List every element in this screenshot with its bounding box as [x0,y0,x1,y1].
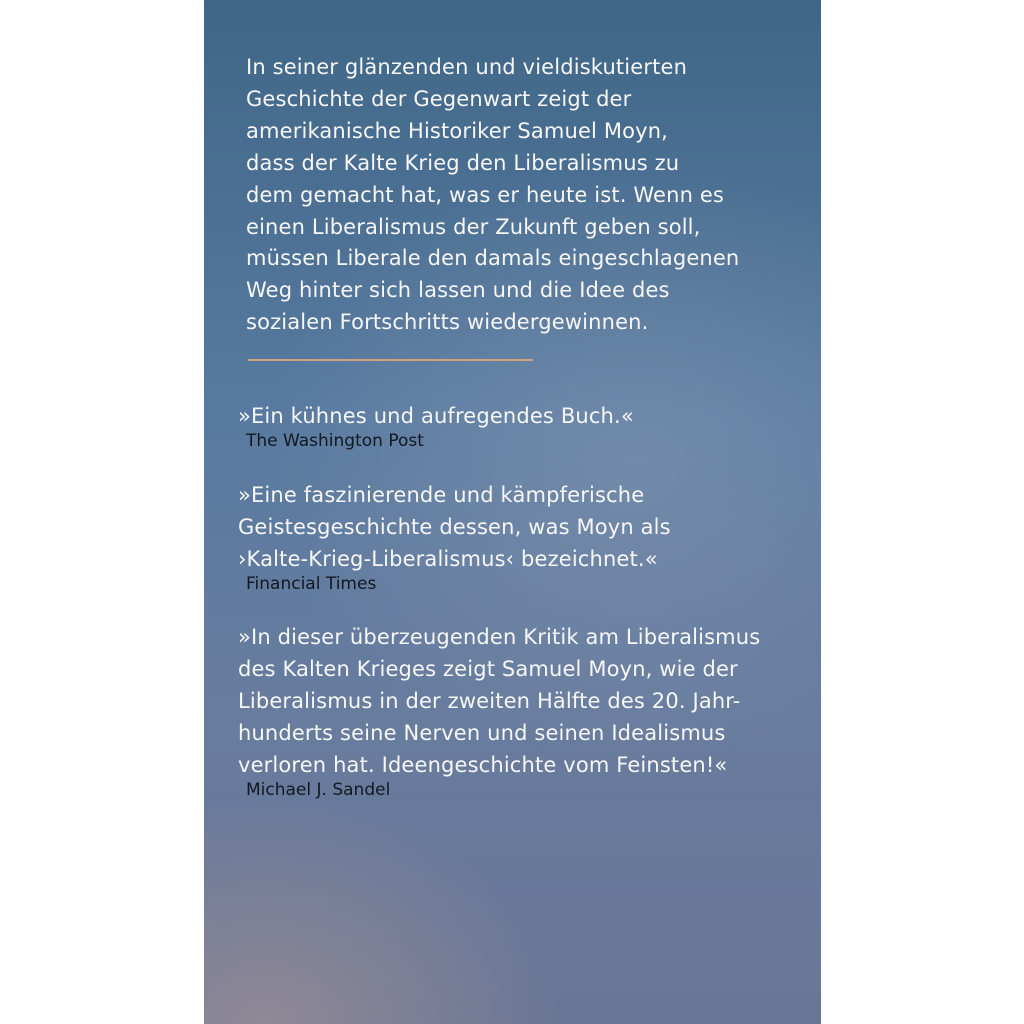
blurb-text: In seiner glänzenden und vieldiskutierten Geschichte der Gegenwart zeigt der amerikanische Historiker Samuel Moyn, dass der Kalte Krieg den Liberalismus zu dem gemacht hat, was er heute ist. Wenn es einen Liberalismus der Zukunft geben soll, müssen Liberale den damals eingeschlagenen Weg hinter sich lassen und die Idee des sozialen Fortschritts wiedergewinnen. [246,55,740,335]
quote-source: Michael J. Sandel [246,779,391,800]
quote-text: »Ein kühnes und aufregendes Buch.« [238,404,634,428]
quote-text: »Eine faszinierende und kämpferische Geistesgeschichte dessen, was Moyn als ›Kalte-Krieg-Liberalismus‹ bezeichnet.« [238,483,671,571]
quote-source: The Washington Post [246,430,424,451]
divider-line [248,359,533,361]
book-back-cover [204,0,821,1024]
quote-source: Financial Times [246,573,377,594]
review-quote [238,401,778,452]
quote-text: »In dieser überzeugenden Kritik am Liberalismus des Kalten Krieges zeigt Samuel Moyn, wie der Liberalismus in der zweiten Hälfte des 20. Jahr- hunderts seine Nerven und seinen Idealismus verloren hat. Ideengeschichte vom Feinsten!« [238,625,761,777]
review-quote [238,622,778,801]
review-quote [238,480,778,595]
